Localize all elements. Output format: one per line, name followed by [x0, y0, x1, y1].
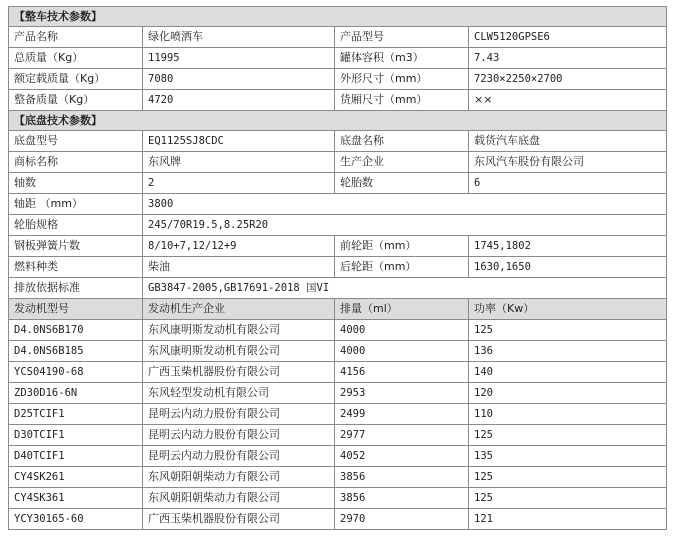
section-title: 【底盘技术参数】	[9, 111, 667, 131]
spec-value: EQ1125SJ8CDC	[143, 131, 335, 152]
engine-row	[9, 509, 667, 530]
engine-cell: 125	[469, 467, 667, 488]
spec-sheet	[8, 6, 666, 530]
engine-row	[9, 362, 667, 383]
engine-cell: YCS04190-68	[9, 362, 143, 383]
engine-cell: 2953	[335, 383, 469, 404]
vehicle-spec-row	[9, 27, 667, 48]
engine-cell: 4052	[335, 446, 469, 467]
spec-label: 底盘型号	[9, 131, 143, 152]
chassis-spec-row	[9, 215, 667, 236]
spec-value: CLW5120GPSE6	[469, 27, 667, 48]
vehicle-spec-row	[9, 90, 667, 111]
engine-cell: 3856	[335, 467, 469, 488]
spec-value: 1630,1650	[469, 257, 667, 278]
spec-label: 轮胎数	[335, 173, 469, 194]
engine-row	[9, 425, 667, 446]
engine-cell: 110	[469, 404, 667, 425]
engine-cell: D30TCIF1	[9, 425, 143, 446]
engine-cell: 昆明云内动力股份有限公司	[143, 404, 335, 425]
column-header: 排量（ml）	[335, 299, 469, 320]
engine-cell: 东风康明斯发动机有限公司	[143, 320, 335, 341]
chassis-spec-row	[9, 236, 667, 257]
spec-label: 外形尺寸（mm）	[335, 69, 469, 90]
chassis-spec-row	[9, 152, 667, 173]
engine-cell: 东风朝阳朝柴动力有限公司	[143, 467, 335, 488]
engine-cell: 3856	[335, 488, 469, 509]
chassis-spec-row	[9, 194, 667, 215]
engine-cell: 120	[469, 383, 667, 404]
spec-value: 3800	[143, 194, 667, 215]
spec-value: 7.43	[469, 48, 667, 69]
spec-label: 轴数	[9, 173, 143, 194]
engine-row	[9, 446, 667, 467]
chassis-spec-row	[9, 278, 667, 299]
spec-label: 燃料种类	[9, 257, 143, 278]
spec-label: 轴距 （mm）	[9, 194, 143, 215]
engine-cell: D25TCIF1	[9, 404, 143, 425]
section-header-vehicle	[9, 7, 667, 27]
chassis-spec-row	[9, 257, 667, 278]
chassis-spec-row	[9, 131, 667, 152]
spec-value: 245/70R19.5,8.25R20	[143, 215, 667, 236]
engine-cell: 2970	[335, 509, 469, 530]
engine-cell: 4000	[335, 341, 469, 362]
spec-label: 底盘名称	[335, 131, 469, 152]
section-title: 【整车技术参数】	[9, 7, 667, 27]
engine-cell: D4.0NS6B185	[9, 341, 143, 362]
spec-label: 货厢尺寸（mm）	[335, 90, 469, 111]
spec-value: 7080	[143, 69, 335, 90]
engine-cell: 2977	[335, 425, 469, 446]
spec-value: 柴油	[143, 257, 335, 278]
spec-value: 6	[469, 173, 667, 194]
spec-label: 钢板弹簧片数	[9, 236, 143, 257]
engine-cell: 125	[469, 320, 667, 341]
engine-cell: D4.0NS6B170	[9, 320, 143, 341]
engine-row	[9, 383, 667, 404]
spec-label: 后轮距（mm）	[335, 257, 469, 278]
engine-cell: 昆明云内动力股份有限公司	[143, 425, 335, 446]
engine-cell: 4156	[335, 362, 469, 383]
vehicle-spec-row	[9, 69, 667, 90]
column-header: 功率（Kw）	[469, 299, 667, 320]
engine-row	[9, 320, 667, 341]
spec-value: GB3847-2005,GB17691-2018 国VI	[143, 278, 667, 299]
engine-row	[9, 341, 667, 362]
engine-row	[9, 488, 667, 509]
spec-label: 前轮距（mm）	[335, 236, 469, 257]
column-header: 发动机型号	[9, 299, 143, 320]
spec-value: 绿化喷洒车	[143, 27, 335, 48]
spec-value: 2	[143, 173, 335, 194]
engine-cell: 125	[469, 425, 667, 446]
spec-label: 生产企业	[335, 152, 469, 173]
spec-label: 产品型号	[335, 27, 469, 48]
spec-label: 轮胎规格	[9, 215, 143, 236]
engine-cell: 广西玉柴机器股份有限公司	[143, 362, 335, 383]
spec-value: 8/10+7,12/12+9	[143, 236, 335, 257]
spec-value: 4720	[143, 90, 335, 111]
engine-cell: 136	[469, 341, 667, 362]
engine-cell: CY4SK261	[9, 467, 143, 488]
spec-table	[8, 6, 667, 530]
engine-cell: 4000	[335, 320, 469, 341]
spec-value: 11995	[143, 48, 335, 69]
engine-table-header	[9, 299, 667, 320]
spec-label: 罐体容积（m3）	[335, 48, 469, 69]
chassis-spec-row	[9, 173, 667, 194]
engine-cell: 135	[469, 446, 667, 467]
engine-cell: D40TCIF1	[9, 446, 143, 467]
engine-row	[9, 404, 667, 425]
spec-label: 总质量（Kg）	[9, 48, 143, 69]
engine-cell: ZD30D16-6N	[9, 383, 143, 404]
column-header: 发动机生产企业	[143, 299, 335, 320]
spec-value: 载货汽车底盘	[469, 131, 667, 152]
engine-cell: 140	[469, 362, 667, 383]
spec-value: 1745,1802	[469, 236, 667, 257]
engine-cell: 广西玉柴机器股份有限公司	[143, 509, 335, 530]
spec-label: 产品名称	[9, 27, 143, 48]
engine-cell: 2499	[335, 404, 469, 425]
engine-cell: YCY30165-60	[9, 509, 143, 530]
engine-cell: 东风朝阳朝柴动力有限公司	[143, 488, 335, 509]
engine-cell: 121	[469, 509, 667, 530]
spec-value: ××	[469, 90, 667, 111]
engine-cell: 昆明云内动力股份有限公司	[143, 446, 335, 467]
engine-row	[9, 467, 667, 488]
vehicle-spec-row	[9, 48, 667, 69]
engine-cell: 东风康明斯发动机有限公司	[143, 341, 335, 362]
spec-value: 东风牌	[143, 152, 335, 173]
spec-value: 东风汽车股份有限公司	[469, 152, 667, 173]
engine-cell: CY4SK361	[9, 488, 143, 509]
spec-value: 7230×2250×2700	[469, 69, 667, 90]
engine-cell: 125	[469, 488, 667, 509]
engine-cell: 东风轻型发动机有限公司	[143, 383, 335, 404]
spec-label: 排放依据标准	[9, 278, 143, 299]
spec-label: 商标名称	[9, 152, 143, 173]
section-header-chassis	[9, 111, 667, 131]
spec-label: 额定载质量（Kg）	[9, 69, 143, 90]
spec-label: 整备质量（Kg）	[9, 90, 143, 111]
